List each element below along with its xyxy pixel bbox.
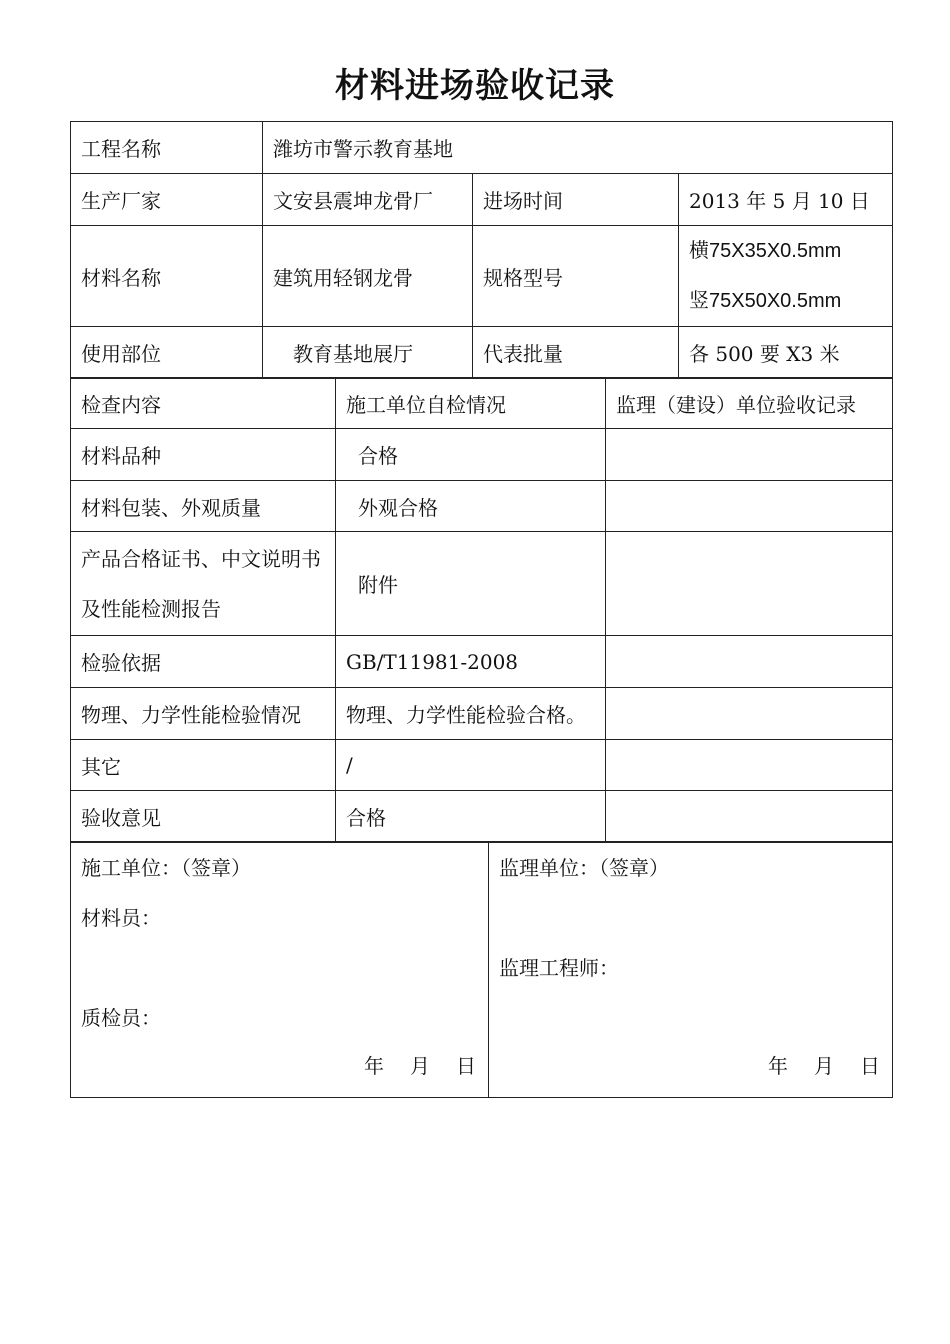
date-day: 日 [860,1054,880,1078]
header-self: 施工单位自检情况 [336,378,606,429]
use-value: 教育基地展厅 [263,327,473,379]
inspection-header-row [71,378,893,429]
table-row [71,740,893,791]
material-value: 建筑用轻钢龙骨 [263,226,473,327]
item-cell: 材料品种 [71,429,336,481]
supervision-date [742,1050,880,1079]
batch-value: 各 500 要 X3 米 [679,327,893,379]
table-row [71,791,893,843]
row-material [71,226,893,327]
spec-value [679,226,893,327]
header-content: 检查内容 [71,378,336,429]
info-table [70,121,893,379]
spec-line-2: 竖75X50X0.5mm [689,290,842,312]
table-row [71,532,893,636]
date-year: 年 [364,1054,384,1078]
date-month: 月 [814,1054,834,1078]
item-cell: 产品合格证书、中文说明书及性能检测报告 [71,532,336,636]
spec-label: 规格型号 [473,226,679,327]
material-label: 材料名称 [71,226,263,327]
supervision-cell [606,636,893,688]
self-cell: 合格 [336,429,606,481]
supervision-unit-label: 监理单位：（签章） [499,856,669,880]
supervision-cell [606,532,893,636]
construction-date [338,1050,476,1079]
table-row [71,636,893,688]
self-cell: / [336,740,606,791]
use-label: 使用部位 [71,327,263,379]
project-label: 工程名称 [71,122,263,174]
signature-row [71,842,893,1098]
entry-time-label: 进场时间 [473,174,679,226]
construction-unit-label: 施工单位：（签章） [81,856,251,880]
self-cell: 外观合格 [336,481,606,532]
supervision-engineer-label: 监理工程师： [499,956,619,980]
date-month: 月 [410,1054,430,1078]
table-row [71,481,893,532]
table-row [71,688,893,740]
entry-time-value: 2013 年 5 月 10 日 [679,174,893,226]
supervision-sign-cell [489,842,893,1098]
item-cell: 检验依据 [71,636,336,688]
supervision-cell [606,481,893,532]
spec-line-1: 横75X35X0.5mm [689,240,842,262]
construction-sign-cell [71,842,489,1098]
table-row [71,429,893,481]
project-value: 潍坊市警示教育基地 [263,122,893,174]
inspection-table [70,377,893,843]
row-project [71,122,893,174]
signature-table [70,841,893,1098]
self-cell: 合格 [336,791,606,843]
supervision-cell [606,791,893,843]
self-cell: GB/T11981-2008 [336,636,606,688]
row-maker [71,174,893,226]
material-staff-label: 材料员： [81,906,161,930]
self-cell: 物理、力学性能检验合格。 [336,688,606,740]
date-day: 日 [456,1054,476,1078]
header-supervision: 监理（建设）单位验收记录 [606,378,893,429]
item-cell: 验收意见 [71,791,336,843]
supervision-cell [606,688,893,740]
item-cell: 其它 [71,740,336,791]
quality-inspector-label: 质检员： [81,1006,161,1030]
maker-label: 生产厂家 [71,174,263,226]
self-cell: 附件 [336,532,606,636]
row-use [71,327,893,379]
maker-value: 文安县震坤龙骨厂 [263,174,473,226]
supervision-cell [606,429,893,481]
date-year: 年 [768,1054,788,1078]
page-title: 材料进场验收记录 [335,66,615,106]
batch-label: 代表批量 [473,327,679,379]
supervision-cell [606,740,893,791]
item-cell: 物理、力学性能检验情况 [71,688,336,740]
item-cell: 材料包装、外观质量 [71,481,336,532]
